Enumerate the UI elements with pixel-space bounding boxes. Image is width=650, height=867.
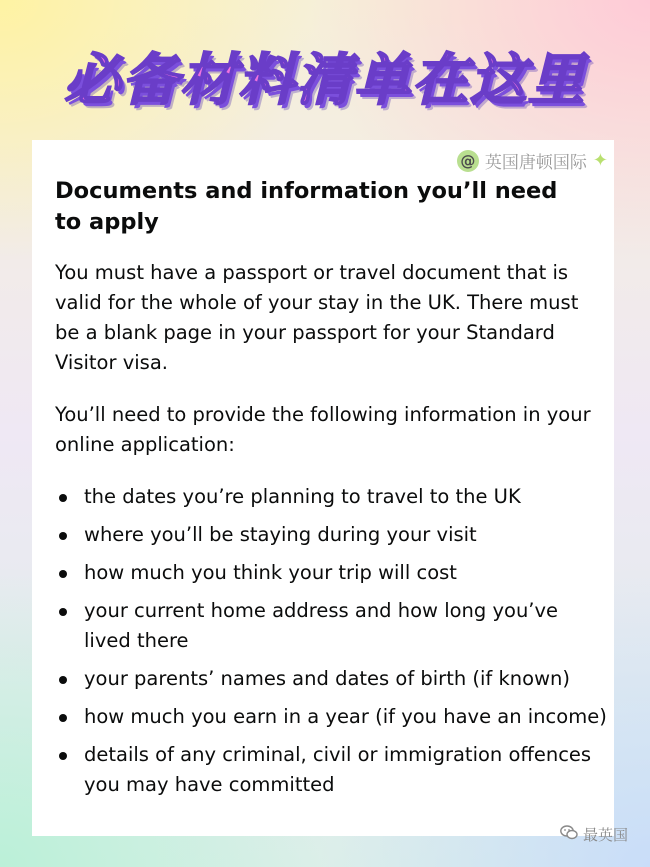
signature [560, 824, 628, 845]
wechat-icon-graphic [560, 825, 578, 840]
list-item-text: how much you think your trip will cost [84, 561, 457, 584]
document-card [32, 140, 614, 836]
at-icon: @ [457, 150, 479, 172]
bullet-icon [59, 752, 67, 760]
bullet-icon [59, 532, 67, 540]
signature-account-name: 最英国 [582, 826, 628, 844]
list-item [55, 664, 607, 694]
bullet-icon [59, 714, 67, 722]
list-item-text: where you’ll be staying during your visit [84, 523, 477, 546]
watermark [457, 148, 608, 173]
list-item-text: your parents’ names and dates of birth (if known) [84, 667, 570, 690]
list-item [55, 740, 607, 800]
required-information-list [55, 482, 607, 808]
passport-paragraph: You must have a passport or travel document that is valid for the whole of your stay in the UK. There must be a blank page in your passport for your Standard Visitor visa. [55, 261, 579, 374]
list-item [55, 482, 607, 512]
wechat-icon [560, 825, 578, 844]
list-item-text: your current home address and how long you’ve lived there [84, 599, 559, 652]
list-item [55, 702, 607, 732]
sparkle-icon: ✦ [592, 150, 608, 171]
bullet-icon [59, 676, 67, 684]
list-item [55, 520, 607, 550]
list-item [55, 558, 607, 588]
information-intro-paragraph: You’ll need to provide the following information in your online application: [55, 403, 591, 456]
bullet-icon [59, 608, 67, 616]
watermark-account-name: 英国唐顿国际 [484, 153, 587, 173]
list-item-text: the dates you’re planning to travel to the UK [84, 485, 521, 508]
list-item [55, 596, 607, 656]
bullet-icon [59, 494, 67, 502]
list-item-text: details of any criminal, civil or immigration offences you may have committed [84, 743, 592, 796]
list-item-text: how much you earn in a year (if you have an income) [84, 705, 607, 728]
document-title: Documents and information you’ll need to apply [55, 178, 558, 235]
bullet-icon [59, 570, 67, 578]
page-headline: 必备材料清单在这里 [64, 48, 586, 113]
